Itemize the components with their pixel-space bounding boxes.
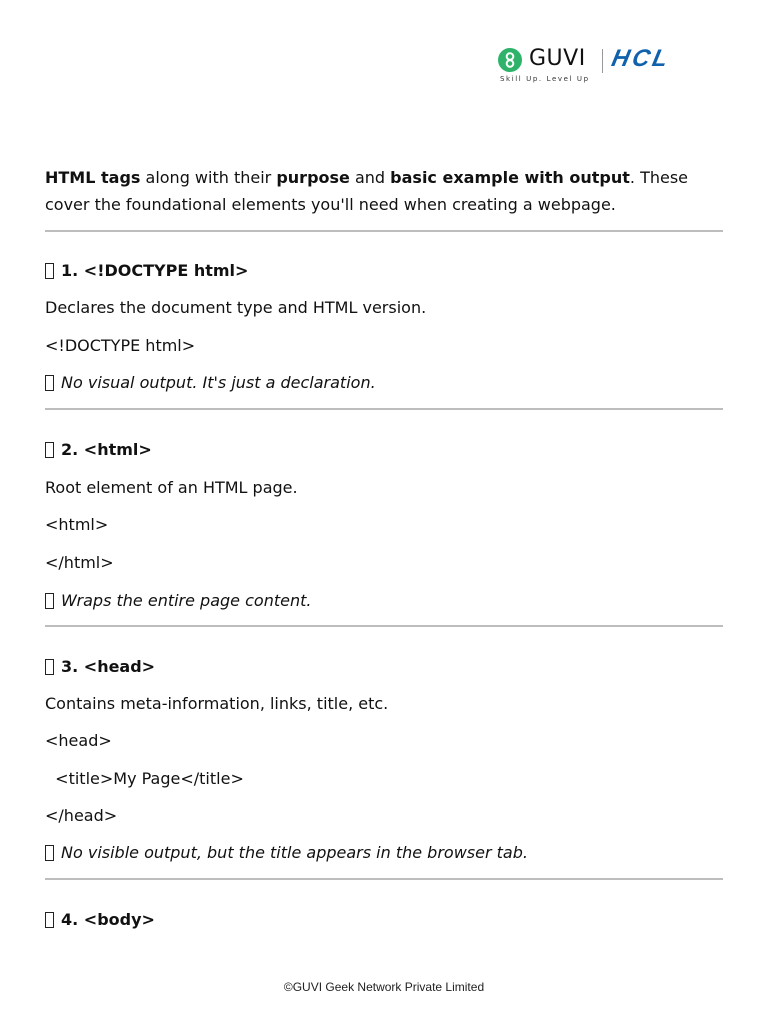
section-heading [45,657,723,677]
output-note-text: No visual output. It's just a declaration. [61,373,376,392]
intro-bold-html-tags: HTML tags [45,168,141,187]
checkbox-emoji-icon [45,659,54,675]
output-note [45,373,723,393]
hcl-logo: HCL [609,45,674,72]
checkbox-emoji-icon [45,263,54,279]
section-divider [45,878,723,880]
code-line: </head> [45,806,118,825]
guvi-tagline: Skill Up. Level Up [500,75,590,83]
document-body [45,164,723,930]
intro-text-1: along with their [140,168,277,187]
code-line: <title>My Page</title> [45,769,244,788]
output-note-text: Wraps the entire page content. [61,591,312,610]
guvi-logo-icon [498,48,522,72]
code-line: <!DOCTYPE html> [45,336,196,355]
intro-paragraph [45,164,723,218]
section-heading [45,910,723,930]
code-line: <head> [45,731,112,750]
arrow-emoji-icon [45,375,54,391]
intro-text-2: and [349,168,391,187]
logo-divider [602,49,603,73]
section-heading [45,440,723,460]
section-divider [45,408,723,410]
intro-text-3: . These cover the foundational elements you'll need when creating a webpage. [45,168,688,214]
checkbox-emoji-icon [45,442,54,458]
output-note [45,591,723,611]
guvi-logo-text: GUVI [529,46,586,71]
output-note-text: No visible output, but the title appears in the browser tab. [61,843,528,862]
intro-bold-purpose: purpose [276,168,350,187]
section-heading-text: 3. <head> [61,657,156,676]
section-divider [45,625,723,627]
page-footer: ©GUVI Geek Network Private Limited [283,980,485,994]
intro-bold-example: basic example with output [390,168,630,187]
code-line: </html> [45,553,114,572]
section-heading-text: 4. <body> [61,910,155,929]
section-heading-text: 1. <!DOCTYPE html> [61,261,249,280]
section-heading-text: 2. <html> [61,440,152,459]
checkbox-emoji-icon [45,912,54,928]
arrow-emoji-icon [45,845,54,861]
section-description: Root element of an HTML page. [45,478,298,497]
section-divider [45,230,723,232]
section-heading [45,261,723,281]
arrow-emoji-icon [45,593,54,609]
code-line: <html> [45,515,109,534]
output-note [45,843,723,863]
section-description: Contains meta-information, links, title, etc. [45,694,389,713]
header-logos [498,44,720,86]
section-description: Declares the document type and HTML version. [45,298,427,317]
